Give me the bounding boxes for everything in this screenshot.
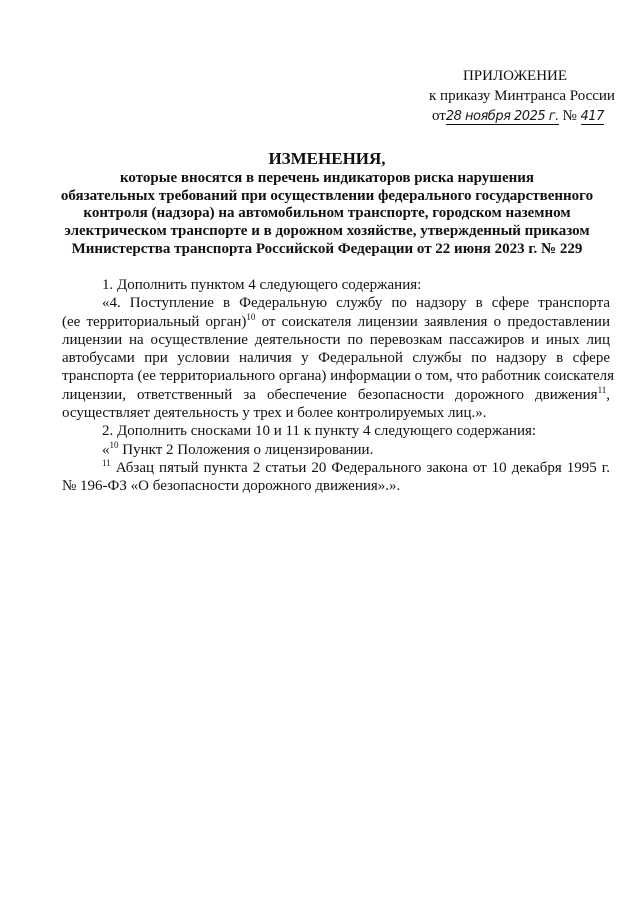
item-2: 2. Дополнить сносками 10 и 11 к пункту 4 следующего содержания: (102, 423, 537, 440)
paragraph-line: транспорта (ее территориального органа) информации о том, что работник соискателя (62, 368, 615, 385)
document-heading (56, 150, 598, 259)
heading-line: электрическом транспорте и в дорожном хозяйстве, утвержденный приказом (64, 223, 590, 240)
footnote-ref-10: 10 (246, 311, 256, 322)
paragraph-line (62, 459, 610, 477)
paragraph-line: «4. Поступление в Федеральную службу по надзору в сфере транспорта (102, 295, 610, 312)
number-prefix: № (562, 108, 577, 124)
text-segment: , (606, 386, 610, 403)
appendix-title: ПРИЛОЖЕНИЕ (462, 68, 568, 84)
footnote-10 (62, 441, 610, 459)
paragraph-line (62, 313, 610, 331)
handwritten-date: 28 ноября 2025 г. (445, 109, 559, 124)
text-segment: Пункт 2 Положения о лицензировании. (118, 441, 374, 458)
heading-line: обязательных требований при осуществлении федерального государственного (60, 187, 594, 204)
handwritten-number: 417 (580, 109, 604, 124)
footnote-11 (62, 459, 610, 496)
appendix-date-line (380, 106, 620, 126)
date-prefix: от (432, 108, 446, 124)
footnote-number: 11 (102, 457, 111, 468)
quoted-item-4 (62, 294, 615, 422)
paragraph-line (62, 386, 610, 404)
footnote-ref-11: 11 (597, 384, 607, 395)
item-1: 1. Дополнить пунктом 4 следующего содержания: (102, 277, 422, 293)
text-segment: « (102, 441, 110, 458)
paragraph-line: № 196-ФЗ «О безопасности дорожного движения».». (62, 478, 401, 495)
text-segment: от соискателя лицензии заявления о предоставлении (255, 313, 610, 330)
paragraph-line: лицензии на осуществление деятельности по перевозкам пассажиров и иных лиц (62, 331, 610, 348)
heading-line: контроля (надзора) на автомобильном транспорте, городском наземном (83, 205, 571, 222)
footnote-number: 10 (109, 439, 119, 450)
text-segment: лицензии, ответственный за обеспечение безопасности дорожного движения (62, 386, 598, 403)
text-segment: Абзац пятый пункта 2 статьи 20 Федерального закона от 10 декабря 1995 г. (110, 459, 610, 476)
heading-title: ИЗМЕНЕНИЯ, (268, 149, 386, 168)
heading-line: которые вносятся в перечень индикаторов риска нарушения (119, 169, 535, 186)
appendix-block (380, 66, 620, 126)
paragraph-line: автобусами при условии наличия у Федеральной службы по надзору в сфере (62, 350, 610, 367)
text-segment: (ее территориальный орган) (62, 313, 247, 330)
paragraph-line: осуществляет деятельность у трех и более контролируемых лиц.». (62, 405, 487, 422)
appendix-order-reference: к приказу Минтранса России (429, 88, 615, 104)
document-body (62, 276, 615, 496)
heading-line: Министерства транспорта Российской Федерации от 22 июня 2023 г. № 229 (71, 240, 583, 257)
